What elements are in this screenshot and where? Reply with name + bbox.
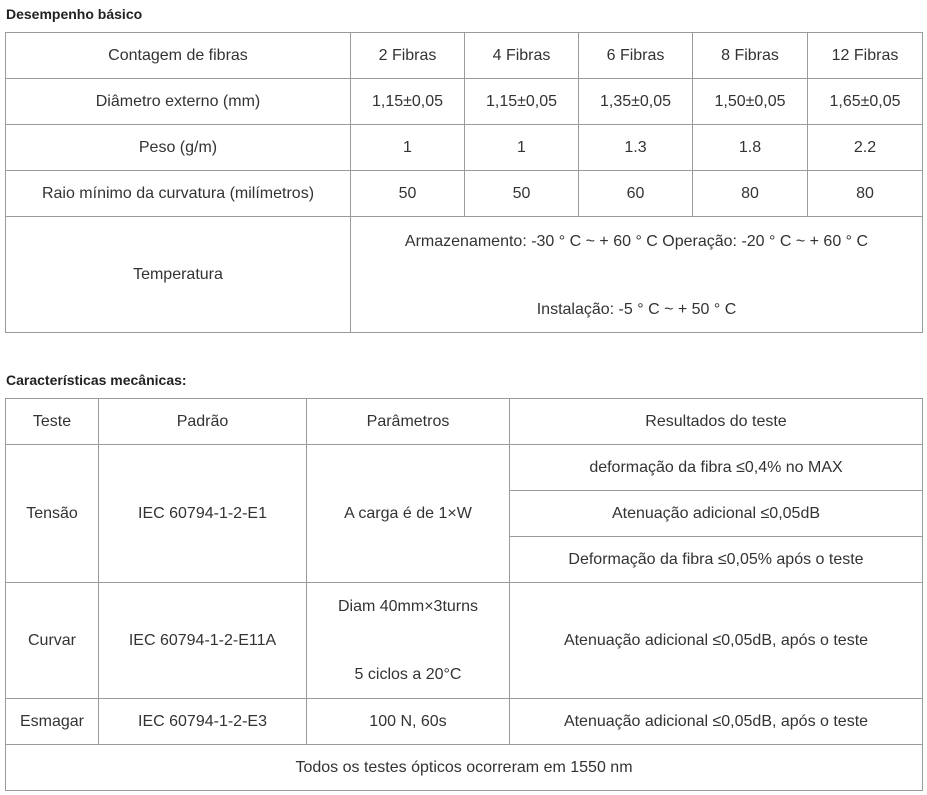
test-name: Esmagar <box>6 699 99 745</box>
table-row <box>6 445 923 491</box>
test-standard: IEC 60794-1-2-E1 <box>99 445 307 583</box>
test-result: Atenuação adicional ≤0,05dB <box>510 491 923 537</box>
table-row <box>6 583 923 699</box>
row-label: Diâmetro externo (mm) <box>6 79 351 125</box>
table-cell: 1 <box>351 125 465 171</box>
row-label: Temperatura <box>6 217 351 333</box>
table-cell: 1,15±0,05 <box>351 79 465 125</box>
header-cell: Parâmetros <box>307 399 510 445</box>
test-result: Deformação da fibra ≤0,05% após o teste <box>510 537 923 583</box>
test-result: deformação da fibra ≤0,4% no MAX <box>510 445 923 491</box>
table-row <box>6 745 923 791</box>
bend-parameter-diameter: Diam 40mm×3turns <box>337 597 479 615</box>
table-row <box>6 171 923 217</box>
test-parameters <box>307 583 510 699</box>
test-result: Atenuação adicional ≤0,05dB, após o teste <box>510 699 923 745</box>
test-parameters: A carga é de 1×W <box>307 445 510 583</box>
header-cell: Teste <box>6 399 99 445</box>
table-footer-note: Todos os testes ópticos ocorreram em 1550 nm <box>6 745 923 791</box>
table-cell: 80 <box>808 171 923 217</box>
test-parameters: 100 N, 60s <box>307 699 510 745</box>
table-cell: 1,50±0,05 <box>693 79 808 125</box>
table-row <box>6 399 923 445</box>
test-name: Curvar <box>6 583 99 699</box>
table-cell: 1,65±0,05 <box>808 79 923 125</box>
table-cell: 50 <box>465 171 579 217</box>
table-row <box>6 33 923 79</box>
basic-performance-heading: Desempenho básico <box>6 6 143 22</box>
table-cell: 1.8 <box>693 125 808 171</box>
table-cell: 60 <box>579 171 693 217</box>
row-label: Raio mínimo da curvatura (milímetros) <box>6 171 351 217</box>
temperature-storage-operation: Armazenamento: -30 ° C ~ + 60 ° C Operação: -20 ° C ~ + 60 ° C <box>404 232 869 250</box>
basic-performance-table <box>5 32 923 333</box>
mechanical-characteristics-heading: Características mecânicas: <box>6 372 187 388</box>
table-cell: 50 <box>351 171 465 217</box>
test-result: Atenuação adicional ≤0,05dB, após o teste <box>510 583 923 699</box>
header-cell: 12 Fibras <box>808 33 923 79</box>
temperature-values <box>351 217 923 333</box>
test-standard: IEC 60794-1-2-E11A <box>99 583 307 699</box>
test-standard: IEC 60794-1-2-E3 <box>99 699 307 745</box>
header-cell: 8 Fibras <box>693 33 808 79</box>
table-row <box>6 79 923 125</box>
table-cell: 1,15±0,05 <box>465 79 579 125</box>
table-row <box>6 125 923 171</box>
table-cell: 80 <box>693 171 808 217</box>
row-label: Peso (g/m) <box>6 125 351 171</box>
table-cell: 1.3 <box>579 125 693 171</box>
table-row <box>6 699 923 745</box>
header-cell: 6 Fibras <box>579 33 693 79</box>
test-name: Tensão <box>6 445 99 583</box>
table-cell: 2.2 <box>808 125 923 171</box>
header-cell: Padrão <box>99 399 307 445</box>
header-cell: Contagem de fibras <box>6 33 351 79</box>
table-row <box>6 217 923 333</box>
header-cell: 2 Fibras <box>351 33 465 79</box>
header-cell: Resultados do teste <box>510 399 923 445</box>
mechanical-characteristics-table <box>5 398 923 791</box>
table-cell: 1,35±0,05 <box>579 79 693 125</box>
temperature-installation: Instalação: -5 ° C ~ + 50 ° C <box>536 300 737 318</box>
bend-parameter-cycles: 5 ciclos a 20°C <box>354 665 462 683</box>
table-cell: 1 <box>465 125 579 171</box>
header-cell: 4 Fibras <box>465 33 579 79</box>
